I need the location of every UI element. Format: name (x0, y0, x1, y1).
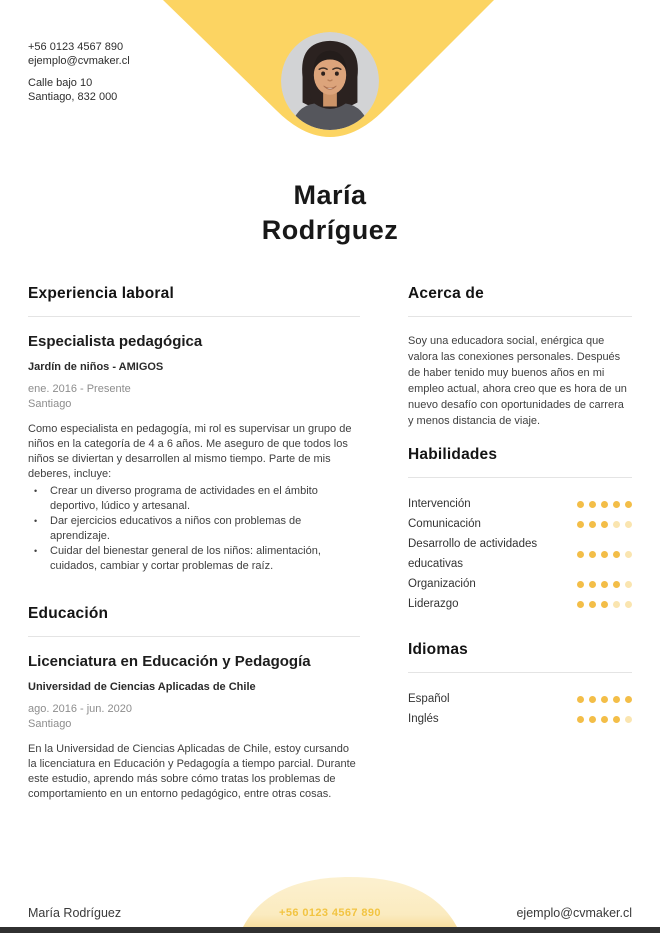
language-row (408, 689, 632, 709)
job-dates: ene. 2016 - Presente (28, 383, 131, 395)
rating-dot-filled (601, 521, 608, 528)
footer-accent-shape (243, 875, 457, 927)
job-duty-item: • Dar ejercicios educativos a niños con problemas de aprendizaje. (28, 514, 360, 544)
job-location: Santiago (28, 398, 72, 410)
rating-dot-filled (613, 551, 620, 558)
rating-dot-empty (625, 551, 632, 558)
skills-section-title: Habilidades (408, 446, 498, 463)
skill-rating (577, 581, 632, 588)
rating-dot-filled (625, 501, 632, 508)
language-row (408, 709, 632, 729)
contact-gap (28, 68, 130, 76)
job-duty-item: • Crear un diverso programa de actividades en el ámbito deportivo, lúdico y artesanal. (28, 484, 360, 514)
footer-bottom-bar (0, 927, 660, 933)
rating-dot-filled (577, 501, 584, 508)
job-description: Como especialista en pedagogía, mi rol es supervisar un grupo de niños en la categoría de 4 a 6 años. Me aseguro de que todos los niños se diviertan y desarrollen al mismo tiempo. Parte de mis deberes, incluye: (28, 423, 352, 480)
rating-dot-filled (589, 696, 596, 703)
about-section-title: Acerca de (408, 285, 484, 302)
education-section-title: Educación (28, 605, 109, 622)
language-rating (577, 696, 632, 703)
candidate-last-name: Rodríguez (261, 215, 399, 245)
rating-dot-filled (601, 581, 608, 588)
skill-rating (577, 551, 632, 558)
skill-rating (577, 601, 632, 608)
skill-rating (577, 501, 632, 508)
skill-label: Desarrollo de actividades educativas (408, 538, 538, 570)
left-column (28, 285, 360, 802)
education-dates: ago. 2016 - jun. 2020 (28, 703, 132, 715)
rating-dot-filled (589, 601, 596, 608)
rating-dot-filled (601, 716, 608, 723)
languages-divider (408, 672, 632, 673)
rating-dot-empty (625, 521, 632, 528)
skill-row (408, 514, 632, 534)
rating-dot-filled (601, 601, 608, 608)
education-meta (28, 702, 360, 732)
footer-name: María Rodríguez (28, 906, 122, 920)
rating-dot-filled (625, 696, 632, 703)
experience-divider (28, 316, 360, 317)
experience-section-title: Experiencia laboral (28, 285, 174, 302)
degree-title: Licenciatura en Educación y Pedagogía (28, 653, 311, 670)
languages-section-title: Idiomas (408, 641, 468, 658)
about-text: Soy una educadora social, enérgica que valora las conexiones personales. Después de haber tenido muy buenos años en mi empleo actual, ahora creo que es hora de un nuevo desafío con oportunidades de carrera y menos distancia de viaje. (408, 335, 627, 427)
education-divider (28, 636, 360, 637)
skills-list (408, 494, 632, 614)
skill-row (408, 494, 632, 514)
candidate-first-name: María (293, 180, 367, 210)
education-organization: Universidad de Ciencias Aplicadas de Chile (28, 681, 256, 693)
spacer (28, 574, 360, 605)
skill-row (408, 594, 632, 614)
rating-dot-filled (613, 581, 620, 588)
rating-dot-filled (613, 501, 620, 508)
skill-label: Comunicación (408, 518, 481, 530)
education-entry (28, 653, 360, 802)
rating-dot-filled (577, 521, 584, 528)
job-meta (28, 382, 360, 412)
rating-dot-filled (613, 716, 620, 723)
rating-dot-empty (613, 521, 620, 528)
language-label: Español (408, 693, 450, 705)
job-organization: Jardín de niños - AMIGOS (28, 361, 164, 373)
language-label: Inglés (408, 713, 439, 725)
skills-divider (408, 477, 632, 478)
skill-row (408, 574, 632, 594)
candidate-name (0, 178, 660, 248)
rating-dot-filled (601, 696, 608, 703)
skill-rating (577, 521, 632, 528)
rating-dot-filled (589, 521, 596, 528)
footer-email: ejemplo@cvmaker.cl (516, 906, 632, 920)
contact-email: ejemplo@cvmaker.cl (28, 55, 130, 67)
right-column (408, 285, 632, 729)
job-duties-list (28, 484, 360, 574)
spacer (408, 429, 632, 446)
rating-dot-empty (625, 716, 632, 723)
job-title: Especialista pedagógica (28, 333, 203, 350)
rating-dot-empty (613, 601, 620, 608)
rating-dot-filled (577, 696, 584, 703)
about-divider (408, 316, 632, 317)
rating-dot-filled (601, 551, 608, 558)
skill-row (408, 534, 632, 574)
language-rating (577, 716, 632, 723)
rating-dot-filled (589, 581, 596, 588)
rating-dot-empty (625, 601, 632, 608)
rating-dot-filled (589, 501, 596, 508)
footer-phone: +56 0123 4567 890 (279, 907, 381, 919)
languages-list (408, 689, 632, 729)
skill-label: Liderazgo (408, 598, 459, 610)
experience-entry (28, 333, 360, 574)
education-location: Santiago (28, 718, 72, 730)
rating-dot-filled (577, 601, 584, 608)
rating-dot-filled (577, 551, 584, 558)
contact-address-line2: Santiago, 832 000 (28, 91, 118, 103)
skill-label: Organización (408, 578, 476, 590)
contact-address-line1: Calle bajo 10 (28, 77, 93, 89)
rating-dot-filled (577, 716, 584, 723)
job-duty-item: • Cuidar del bienestar general de los niños: alimentación, cuidados, cambiar y cortar problemas de raíz. (28, 544, 360, 574)
education-description: En la Universidad de Ciencias Aplicadas de Chile, estoy cursando la licenciatura en Educación y Pedagogía a tiempo parcial. Durante este estudio, aprendo más sobre cómo tratas los problemas de comportamiento en un entorno pedagógico, entre otras cosas. (28, 743, 356, 800)
contact-phone: +56 0123 4567 890 (28, 41, 124, 53)
rating-dot-filled (589, 716, 596, 723)
rating-dot-filled (601, 501, 608, 508)
contact-block (28, 40, 130, 104)
spacer (408, 614, 632, 641)
rating-dot-filled (589, 551, 596, 558)
profile-photo (281, 32, 379, 130)
rating-dot-filled (577, 581, 584, 588)
skill-label: Intervención (408, 498, 471, 510)
rating-dot-filled (613, 696, 620, 703)
rating-dot-empty (625, 581, 632, 588)
